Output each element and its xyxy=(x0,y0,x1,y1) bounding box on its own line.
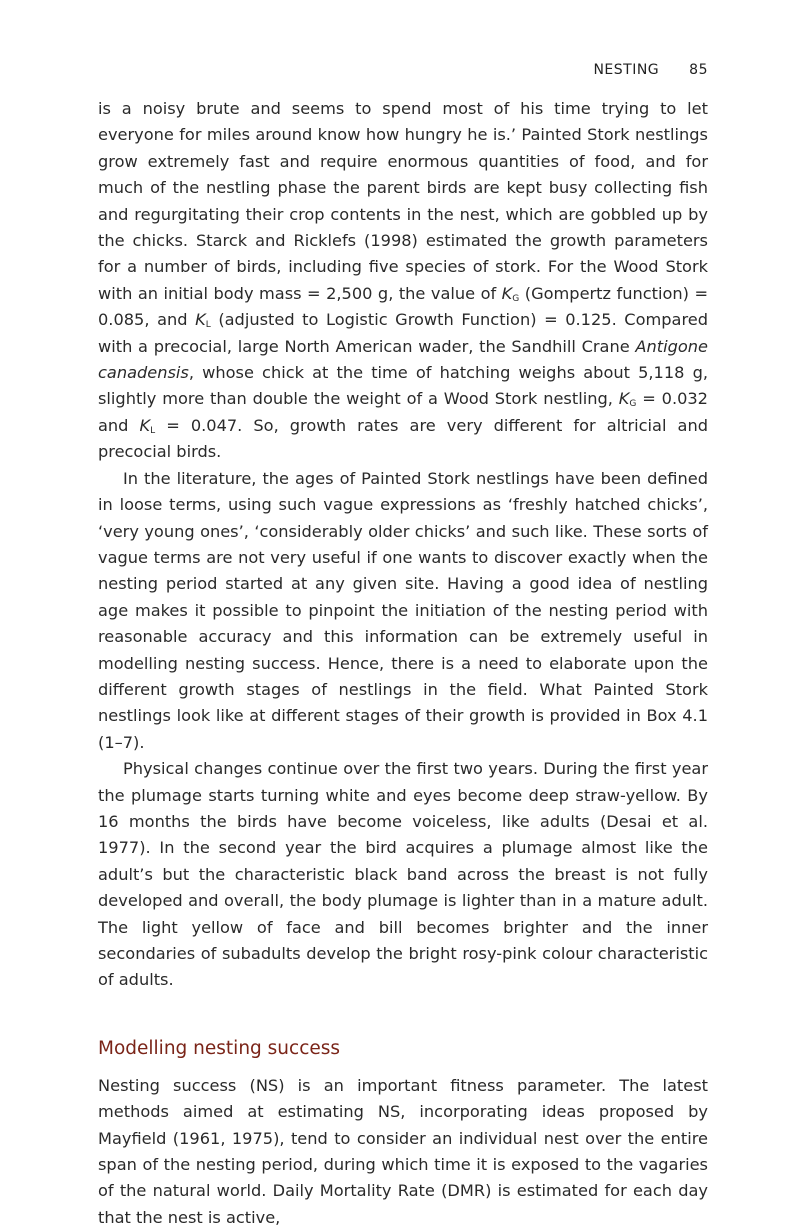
body-text xyxy=(98,96,708,1231)
section-title: NESTING xyxy=(593,62,660,78)
paragraph-1-part-f: = 0.047. So, growth rates are very different for altricial and precocial birds. xyxy=(98,415,708,462)
paragraph-3: Physical changes continue over the first two years. During the first year the plumage starts turning white and eyes become deep straw-yellow. By 16 months the birds have become voiceless, like adults (Desai et al. 1977). In the second year the bird acquires a plumage almost like the adult’s but the characteristic black band across the breast is not fully developed and overall, the body plumage is lighter than in a mature adult. The light yellow of face and bill becomes brighter and the inner secondaries of subadults develop the bright rosy-pink colour characteristic of adults. xyxy=(98,759,708,990)
symbol-kg-2-subscript: G xyxy=(629,399,637,410)
paragraph-4: Nesting success (NS) is an important fitness parameter. The latest methods aimed at estimating NS, incorporating ideas proposed by Mayfield (1961, 1975), tend to consider an individual nest over the entire span of the nesting period, during which time it is exposed to the vagaries of the natural world. Daily Mortality Rate (DMR) is estimated for each day that the nest is active, xyxy=(98,1075,708,1227)
symbol-kg: K xyxy=(501,283,513,303)
running-head xyxy=(593,62,708,78)
paragraph-2: In the literature, the ages of Painted Stork nestlings have been defined in loose terms, using such vague expressions as ‘freshly hatched chicks’, ‘very young ones’, ‘considerably older chicks’ and such like. These sorts of vague terms are not very useful if one wants to discover exactly when the nesting period started at any given site. Having a good idea of nestling age makes it possible to pinpoint the initiation of the nesting period with reasonable accuracy and this information can be extremely useful in modelling nesting success. Hence, there is a need to elaborate upon the different growth stages of nestlings in the field. What Painted Stork nestlings look like at different stages of their growth is provided in Box 4.1 (1–7). xyxy=(98,468,708,752)
symbol-kl-2: K xyxy=(139,415,151,435)
species-name: Antigone canadensis xyxy=(98,336,708,383)
paragraph-1-part-a: is a noisy brute and seems to spend most of his time trying to let everyone for miles around know how hungry he is.’ Painted Stork nestlings grow extremely fast and require enormous quantities of food, and for much of the nestling phase the parent birds are kept busy collecting fish and regurgitating their crop contents in the nest, which are gobbled up by the chicks. Starck and Ricklefs (1998) estimated the growth parameters for a number of birds, including five species of stork. For the Wood Stork with an initial body mass = 2,500 g, the value of xyxy=(98,99,708,303)
paragraph-1 xyxy=(98,96,708,466)
paragraph-1-part-d: , whose chick at the time of hatching weighs about 5,118 g, slightly more than double the weight of a Wood Stork nestling, xyxy=(98,363,708,409)
symbol-kg-subscript: G xyxy=(512,293,520,304)
paragraph-1-part-b: (Gompertz function) = 0.085, and xyxy=(98,283,709,330)
paragraph-1-part-e: = 0.032 and xyxy=(98,389,708,435)
symbol-kl: K xyxy=(195,310,206,330)
paragraph-1-part-c: (adjusted to Logistic Growth Function) = 0.125. Compared with a precocial, large North American wader, the Sandhill Crane xyxy=(98,310,708,356)
symbol-kl-2-subscript: L xyxy=(150,425,156,436)
page-number: 85 xyxy=(689,62,708,78)
symbol-kg-2: K xyxy=(618,389,630,409)
section-heading: Modelling nesting success xyxy=(98,1037,341,1059)
symbol-kl-subscript: L xyxy=(205,320,211,331)
